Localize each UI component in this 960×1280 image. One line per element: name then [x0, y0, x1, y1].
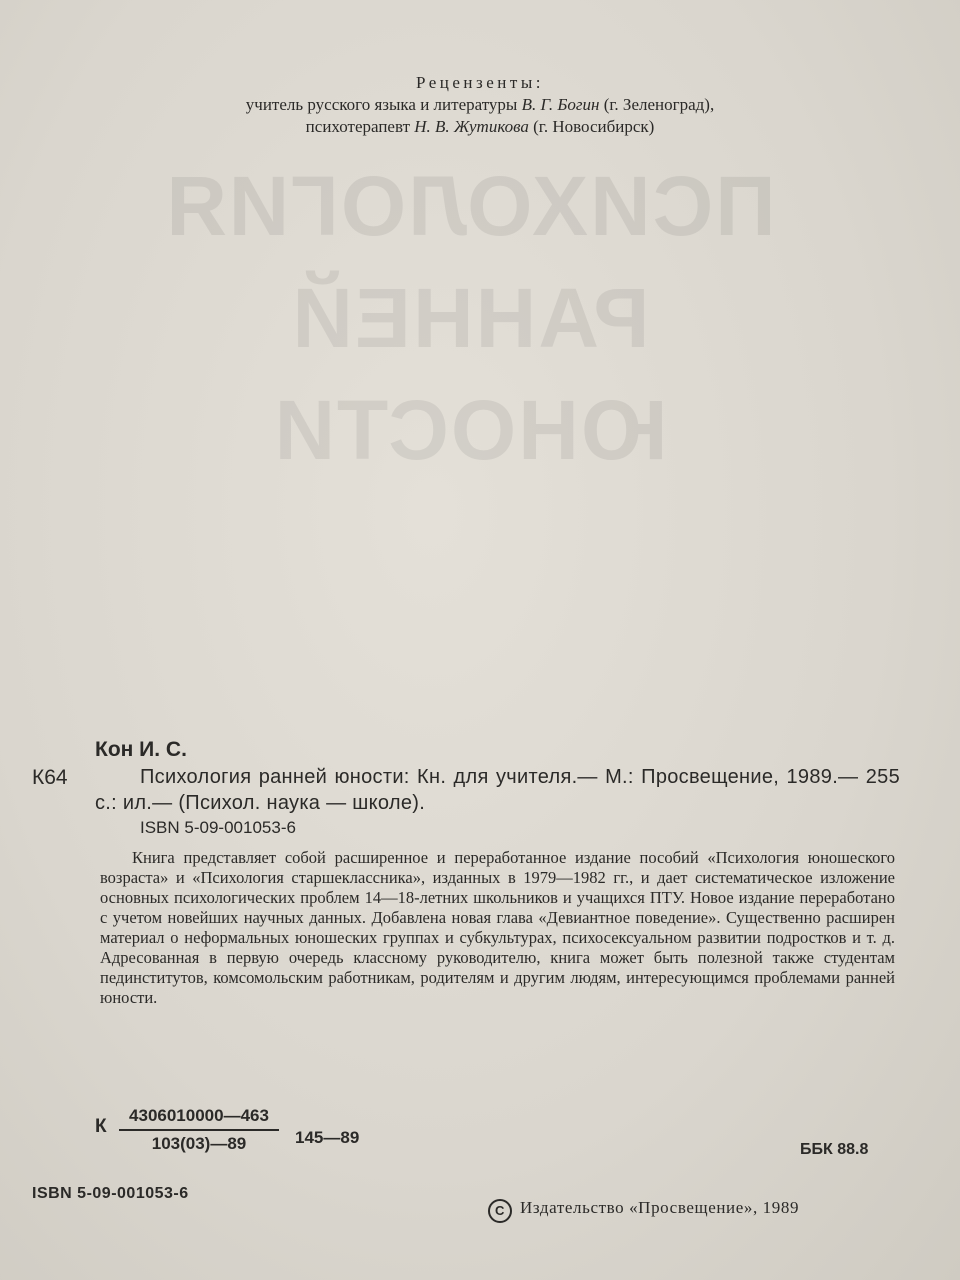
code-denominator: 103(03)—89 — [151, 1134, 247, 1153]
reviewer-2-city: (г. Новосибирск) — [533, 117, 655, 136]
reviewer-1-name: В. Г. Богин — [521, 95, 600, 114]
bleed-through-title: ПСИХОЛОГИЯ РАННЕЙ ЮНОСТИ — [164, 159, 776, 477]
bbk-code: ББК 88.8 — [800, 1141, 869, 1158]
copyright-icon: C — [488, 1199, 512, 1223]
reviewer-2-role: психотерапевт — [305, 117, 411, 136]
code-tail: 145—89 — [295, 1128, 360, 1147]
author-index-code: К64 — [32, 766, 68, 789]
reviewers-block — [80, 72, 880, 138]
copyright-text: Издательство «Просвещение», 1989 — [520, 1198, 800, 1217]
author-name: Кон И. С. — [95, 738, 187, 761]
reviewers-heading: Рецензенты: — [416, 73, 544, 92]
reviewer-line-2 — [80, 116, 880, 138]
isbn-footer: ISBN 5-09-001053-6 — [32, 1185, 189, 1202]
reviewer-1-city: (г. Зеленоград), — [603, 95, 715, 114]
reviewer-2-name: Н. В. Жутикова — [414, 117, 529, 136]
code-letter: К — [95, 1116, 107, 1137]
code-fraction — [119, 1106, 279, 1154]
reviewer-1-role: учитель русского языка и литературы — [245, 95, 518, 114]
copyright-line — [488, 1198, 799, 1223]
catalog-isbn: ISBN 5-09-001053-6 — [140, 818, 296, 837]
code-numerator: 4306010000—463 — [119, 1106, 279, 1131]
annotation-text: Книга представляет собой расширенное и переработанное издание пособий «Психология юношеского возраста» и «Психология старшеклассника», изданных в 1979—1982 гг., и дает систематическое изложение основных психологических проблем 14—18-летних школьников и учащихся ПТУ. Новое издание переработано с учетом новейших научных данных. Добавлена новая глава «Девиантное поведение». Существенно расширен материал о неформальных юношеских группах и субкультурах, психосексуальном развитии подростков и т. д. Адресованная в первую очередь классному руководителю, книга может быть полезной также студентам пединститутов, комсомольским работникам, родителям и другим людям, интересующимся проблемами ранней юности. — [100, 848, 895, 1007]
bibliographic-entry: Психология ранней юности: Кн. для учителя.— М.: Просвещение, 1989.— 255 с.: ил.— (Психол. наука — школе). — [95, 766, 900, 814]
reviewer-line-1 — [80, 94, 880, 116]
